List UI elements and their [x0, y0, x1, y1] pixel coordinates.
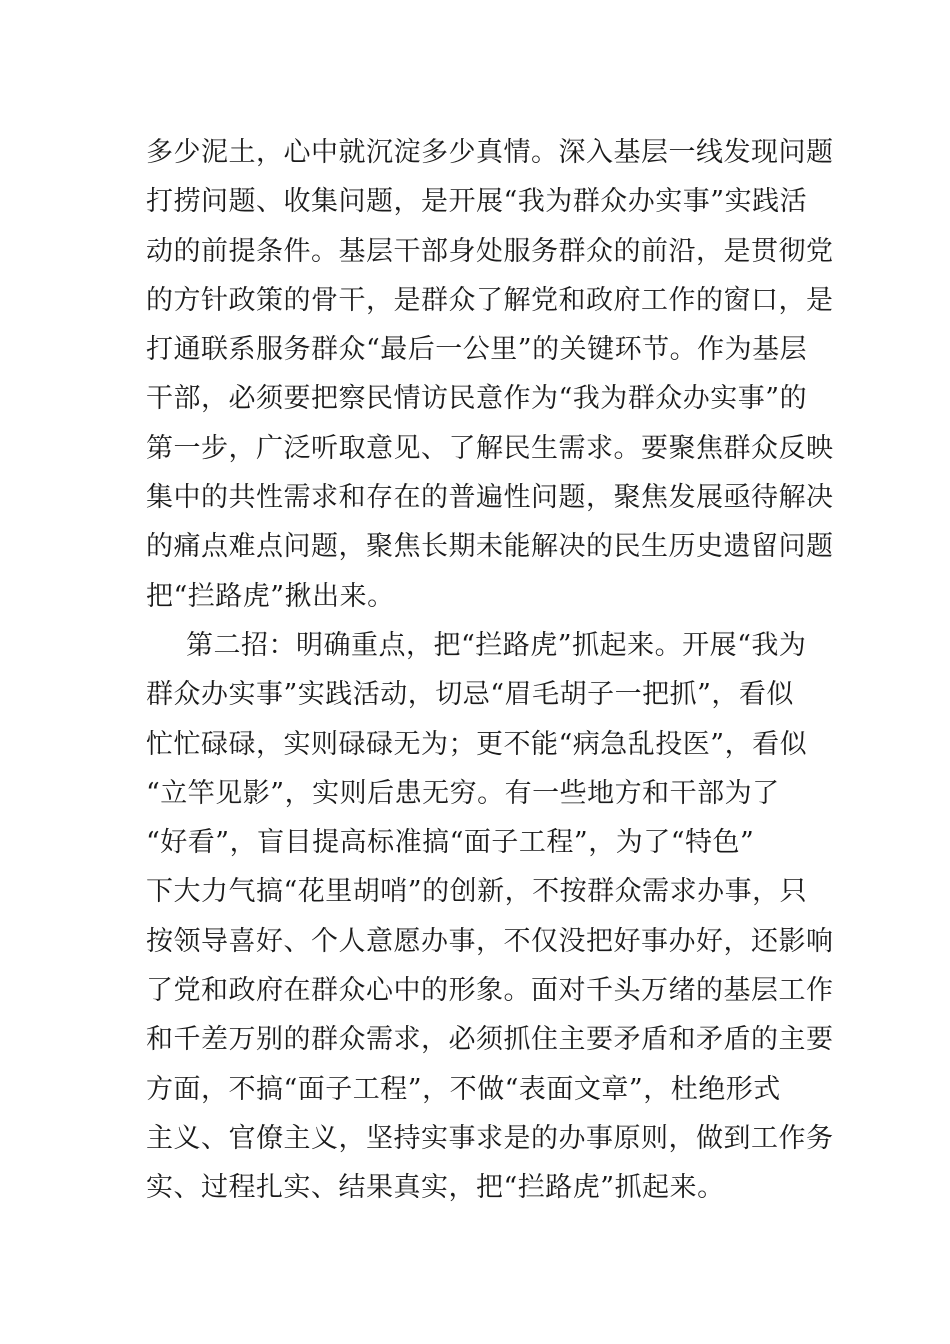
- text-line: 动的前提条件。基层干部身处服务群众的前沿，是贯彻党: [146, 235, 834, 267]
- text-line: 把“拦路虎”揪出来。: [146, 580, 395, 612]
- text-line: 打通联系服务群众“最后一公里”的关键环节。作为基层: [146, 334, 808, 366]
- text-line: 干部，必须要把察民情访民意作为“我为群众办实事”的: [146, 383, 808, 415]
- paragraph-start-line: 第二招：明确重点，把“拦路虎”抓起来。开展“我为: [186, 629, 807, 661]
- text-line: 按领导喜好、个人意愿办事，不仅没把好事办好，还影响: [146, 925, 834, 957]
- text-line: 第一步，广泛听取意见、了解民生需求。要聚焦群众反映: [146, 432, 834, 464]
- text-line: 方面，不搞“面子工程”，不做“表面文章”，杜绝形式: [146, 1073, 781, 1105]
- text-line: 了党和政府在群众心中的形象。面对千头万绪的基层工作: [146, 975, 834, 1007]
- text-line: “好看”，盲目提高标准搞“面子工程”，为了“特色”: [146, 827, 755, 859]
- text-line: “立竿见影”，实则后患无穷。有一些地方和干部为了: [146, 777, 780, 809]
- text-line: 忙忙碌碌，实则碌碌无为；更不能“病急乱投医”，看似: [146, 728, 808, 760]
- body-text: [146, 128, 834, 1213]
- text-line: 和千差万别的群众需求，必须抓住主要矛盾和矛盾的主要: [146, 1024, 834, 1056]
- text-line: 群众办实事”实践活动，切忌“眉毛胡子一把抓”，看似: [146, 679, 794, 711]
- text-line: 下大力气搞“花里胡哨”的创新，不按群众需求办事，只: [146, 876, 808, 908]
- text-line: 主义、官僚主义，坚持实事求是的办事原则，做到工作务: [146, 1122, 834, 1154]
- text-line: 的痛点难点问题，聚焦长期未能解决的民生历史遗留问题: [146, 531, 834, 563]
- text-line: 多少泥土，心中就沉淀多少真情。深入基层一线发现问题: [146, 137, 834, 168]
- text-line: 集中的共性需求和存在的普遍性问题，聚焦发展亟待解决: [146, 482, 834, 514]
- text-line: 实、过程扎实、结果真实，把“拦路虎”抓起来。: [146, 1172, 725, 1204]
- text-line: 的方针政策的骨干，是群众了解党和政府工作的窗口，是: [146, 284, 834, 316]
- text-line: 打捞问题、收集问题，是开展“我为群众办实事”实践活: [146, 186, 808, 218]
